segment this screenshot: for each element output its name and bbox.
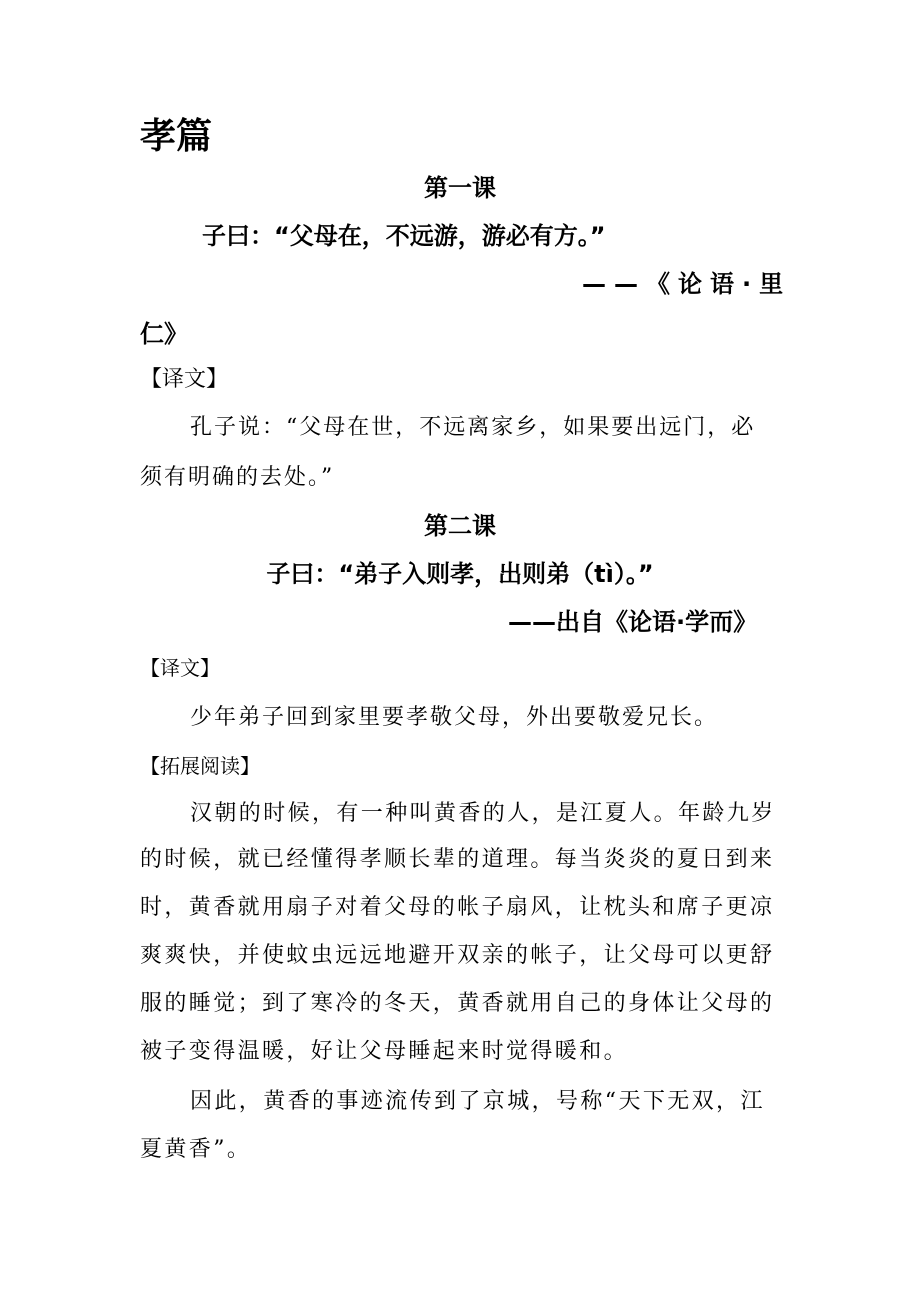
extended-paragraph1-line: 的时候，就已经懂得孝顺长辈的道理。每当炎炎的夏日到来 xyxy=(140,847,775,872)
lesson1-translation-label: 【译文】 xyxy=(140,367,229,392)
extended-paragraph1-line: 时，黄香就用扇子对着父母的帐子扇风，让枕头和席子更凉 xyxy=(140,895,775,920)
extended-reading-label: 【拓展阅读】 xyxy=(140,754,260,778)
lesson2-heading: 第二课 xyxy=(424,512,496,540)
extended-paragraph1-line: 汉朝的时候，有一种叫黄香的人，是江夏人。年龄九岁 xyxy=(190,801,776,826)
lesson2-translation-label: 【译文】 xyxy=(140,656,220,680)
lesson1-source-line1: ——《论语·里 xyxy=(582,270,792,298)
extended-paragraph1-line: 被子变得温暖，好让父母睡起来时觉得暖和。 xyxy=(140,1039,629,1064)
page-title: 孝篇 xyxy=(140,116,213,157)
lesson2-quote: 子曰：“弟子入则孝，出则弟（tì）。” xyxy=(266,560,654,588)
extended-paragraph1-line: 爽爽快，并使蚊虫远远地避开双亲的帐子，让父母可以更舒 xyxy=(140,943,775,968)
lesson2-translation-line1: 少年弟子回到家里要孝敬父母，外出要敬爱兄长。 xyxy=(190,705,719,730)
lesson1-translation-line2: 须有明确的去处。” xyxy=(140,465,335,490)
extended-paragraph2-line: 夏黄香”。 xyxy=(140,1137,252,1162)
lesson1-source-line2: 仁》 xyxy=(140,320,188,348)
lesson2-source: ——出自《论语·学而》 xyxy=(508,608,758,636)
extended-paragraph2-line: 因此，黄香的事迹流传到了京城，号称“天下无双，江 xyxy=(190,1089,765,1114)
lesson1-quote: 子曰：“父母在，不远游，游必有方。” xyxy=(202,222,606,250)
extended-paragraph1-line: 服的睡觉；到了寒冷的冬天，黄香就用自己的身体让父母的 xyxy=(140,991,775,1016)
lesson1-translation-line1: 孔子说：“父母在世，不远离家乡，如果要出远门，必 xyxy=(190,415,756,440)
lesson1-heading: 第一课 xyxy=(424,174,496,202)
